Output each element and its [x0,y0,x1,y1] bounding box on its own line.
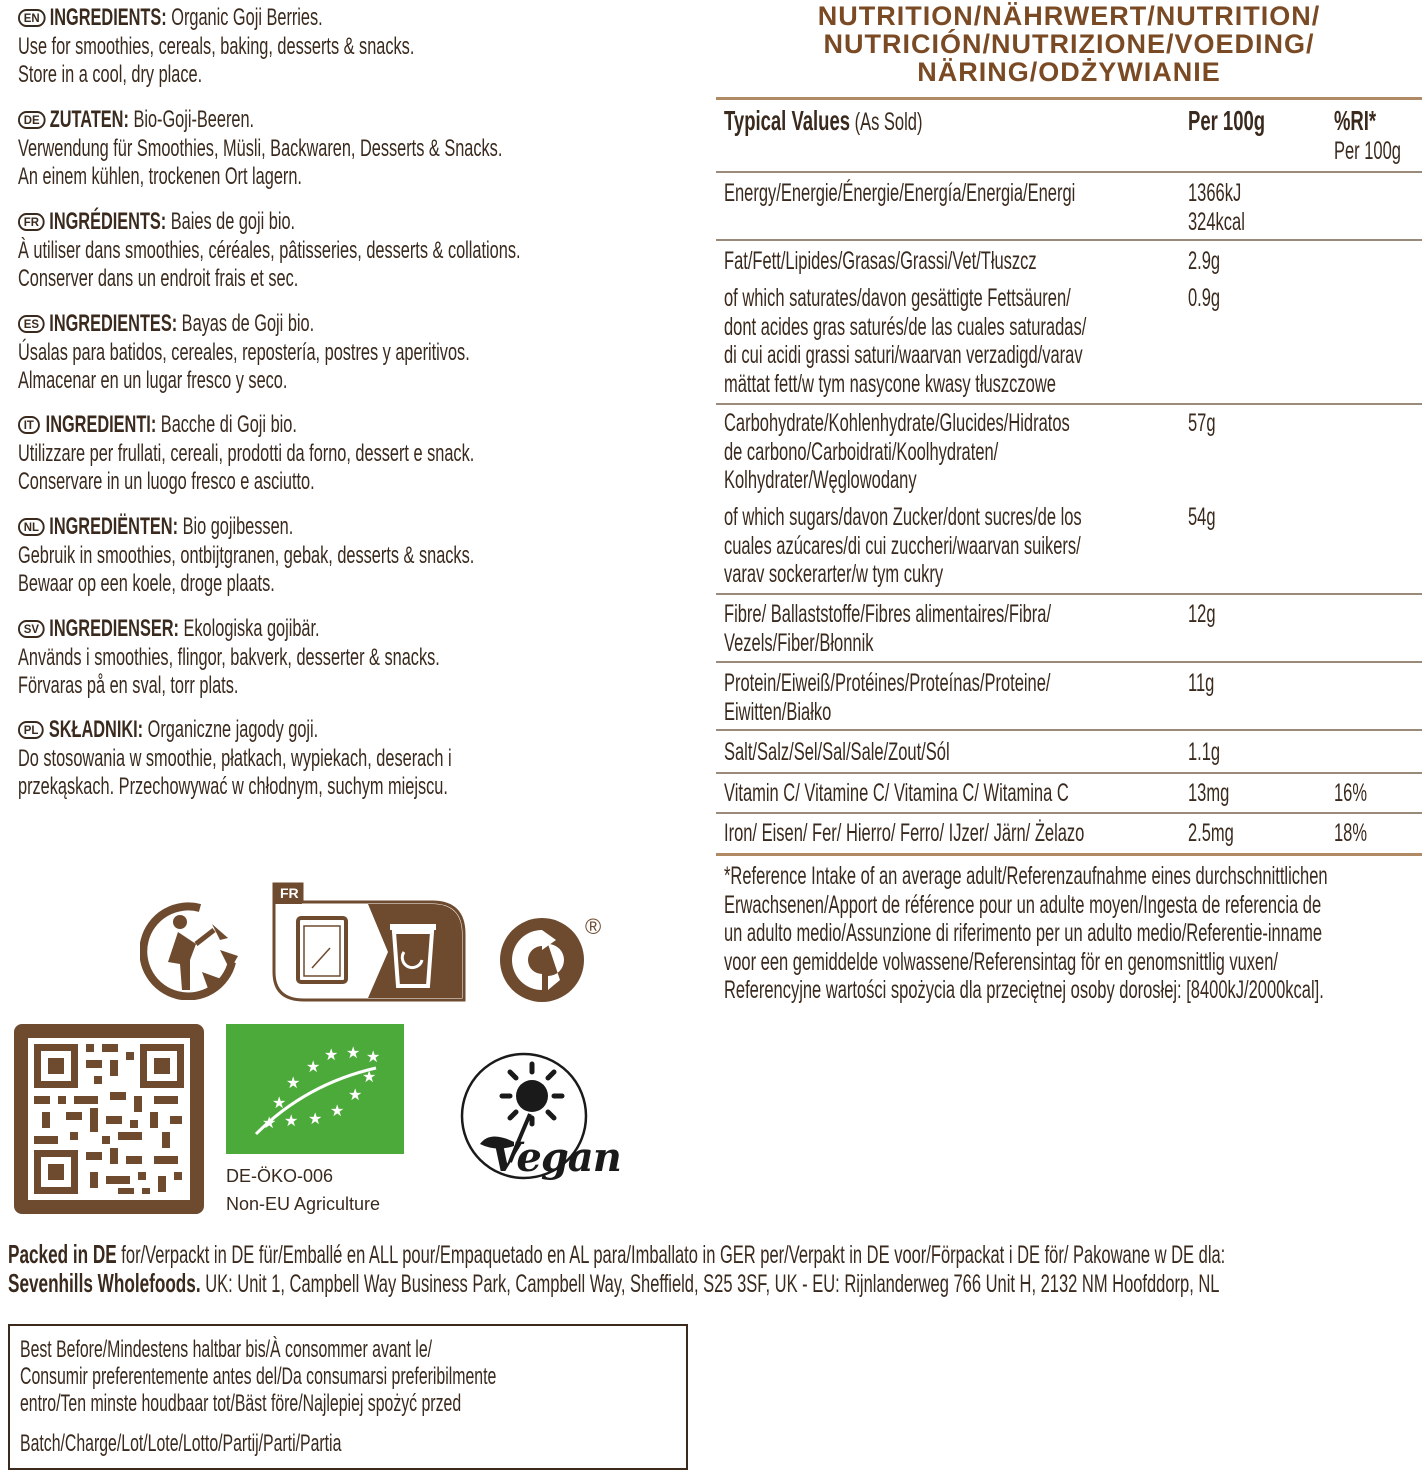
row-saturates-value: 0.9g [1188,284,1221,312]
row-energy-value: 1366kJ 324kcal [1188,179,1245,236]
info-tri-label: FR [280,885,299,901]
lang-badge-es: ES [18,315,45,333]
ingredients-en: EN INGREDIENTS: Organic Goji Berries. Use for smoothies, cereals, baking, desserts & snacks. Store in a cool, dry place. [18,4,415,88]
row-divider [716,812,1422,814]
vegan-sunflower-icon [450,1052,620,1202]
ingredients-nl: NL INGREDIËNTEN: Bio gojibessen. Gebruik in smoothies, ontbijtgranen, gebak, desserts & snacks. Bewaar op een koele, droge plaats. [18,513,475,597]
row-divider [716,661,1422,663]
row-carbohydrate-value: 57g [1188,409,1216,437]
table-top-rule [716,97,1422,100]
info-tri-sorting-icon [272,882,466,1002]
svg-text:★: ★ [330,1101,345,1120]
packed-line-1: Packed in DE for/Verpackt in DE für/Emballé en ALL pour/Empaquetado en AL para/Imballato in GER per/Verpakt in DE voor/Förpackat i DE för/ Pakowane w DE dla: [8,1239,1226,1269]
row-sugars-value: 54g [1188,503,1216,531]
lang-badge-sv: SV [18,620,45,638]
row-vitamin-c-label: Vitamin C/ Vitamine C/ Vitamina C/ Witamina C [724,779,1069,807]
row-salt-label: Salt/Salz/Sel/Sal/Sale/Zout/Sól [724,738,950,766]
vegan-label: Vegan [490,1134,621,1181]
svg-text:★: ★ [346,1043,361,1062]
row-sugars-label: of which sugars/davon Zucker/dont sucres/de los cuales azúcares/di cui zuccheri/waarvan suikers/ varav sockerarter/w tym cukry [724,503,1082,588]
qr-code-icon[interactable] [14,1024,204,1214]
ingredients-sv: SV INGREDIENSER: Ekologiska gojibär. Används i smoothies, flingor, bakverk, desserter & snacks. Förvaras på en sval, torr plats. [18,615,440,699]
eu-organic-origin: Non-EU Agriculture [226,1194,381,1214]
eu-organic-leaf-icon [226,1024,404,1154]
svg-text:★: ★ [366,1047,381,1066]
row-vitamin-c-ri: 16% [1334,779,1368,807]
svg-text:★: ★ [308,1109,323,1128]
row-carbohydrate-label: Carbohydrate/Kohlenhydrate/Glucides/Hidratos de carbono/Carboidrati/Koolhydraten/ Kolhydrater/Węglowodany [724,409,1070,494]
row-protein-value: 11g [1188,669,1215,697]
svg-text:★: ★ [286,1073,301,1092]
svg-text:★: ★ [348,1085,363,1104]
row-iron-value: 2.5mg [1188,819,1234,847]
row-divider [716,171,1422,173]
eu-organic-code: DE-ÖKO-006 [226,1166,334,1186]
ingredients-it: IT INGREDIENTI: Bacche di Goji bio. Utilizzare per frullati, cereali, prodotti da forno, dessert e snack. Conservare in un luogo fresco e asciutto. [18,411,475,495]
svg-text:★: ★ [262,1113,277,1132]
lang-badge-de: DE [18,111,45,129]
nutrition-title: NUTRITION/NÄHRWERT/NUTRITION/ NUTRICIÓN/NUTRIZIONE/VOEDING/ NÄRING/ODŻYWIANIE [817,1,1321,87]
row-fibre-label: Fibre/ Ballaststoffe/Fibres alimentaires/Fibra/ Vezels/Fiber/Błonnik [724,600,1052,657]
row-divider [716,593,1422,595]
row-saturates-label: of which saturates/davon gesättigte Fettsäuren/ dont acides gras saturés/de las cuales saturadas/ di cui acidi grassi saturi/waarvan verzadigd/varav mättat fett/w tym nasycone kwasy tłuszczowe [724,284,1087,398]
green-dot-icon [498,914,588,1004]
ingredients-es: ES INGREDIENTES: Bayas de Goji bio. Úsalas para batidos, cereales, repostería, postres y aperitivos. Almacenar en un lugar fresco y seco. [18,310,470,394]
svg-text:★: ★ [284,1111,299,1130]
lang-badge-nl: NL [18,518,45,536]
svg-text:★: ★ [272,1093,287,1112]
row-divider [716,403,1422,405]
row-protein-label: Protein/Eiweiß/Protéines/Proteínas/Proteine/ Eiwitten/Białko [724,669,1051,726]
row-fat-label: Fat/Fett/Lipides/Grasas/Grassi/Vet/Tłuszcz [724,247,1037,275]
row-iron-label: Iron/ Eisen/ Fer/ Hierro/ Ferro/ IJzer/ Järn/ Żelazo [724,819,1085,847]
row-fat-value: 2.9g [1188,247,1221,275]
row-iron-ri: 18% [1334,819,1368,847]
svg-text:★: ★ [362,1067,377,1086]
header-typical-values: Typical Values (As Sold) [724,105,923,136]
header-per-100g: Per 100g [1188,105,1266,136]
best-before-box [8,1324,688,1470]
packed-line-2: Sevenhills Wholefoods. UK: Unit 1, Campbell Way Business Park, Campbell Way, Sheffield, S25 3SF, UK - EU: Rijnlanderweg 766 Unit H, 2132 NM Hoofddorp, NL [8,1268,1220,1298]
batch-label: Batch/Charge/Lot/Lote/Lotto/Partij/Parti/Partia [20,1430,342,1457]
row-divider [716,772,1422,774]
best-before-label: Best Before/Mindestens haltbar bis/À consommer avant le/ Consumir preferentemente antes del/Da consumarsi preferibilmente entro/Ten minste houdbaar tot/Bäst före/Najlepiej spożyć przed [20,1336,497,1417]
ingredients-pl: PL SKŁADNIKI: Organiczne jagody goji. Do stosowania w smoothie, płatkach, wypiekach, deserach i przekąskach. Przechowywać w chłodnym, suchym miejscu. [18,716,452,800]
triman-recycling-icon [140,900,244,1000]
lang-badge-fr: FR [18,213,45,231]
row-vitamin-c-value: 13mg [1188,779,1230,807]
reference-intake-note: *Reference Intake of an average adult/Referenzaufnahme eines durchschnittlichen Erwachsenen/Apport de référence pour un adulte moyen/Ingesta de referencia de un adulto medio/Assunzione di riferimento per un adulto medio/Referentie-inname voor een gemiddelde volwassene/Referensintag för en genomsnittlig vuxen/ Referencyjne wartości spożycia dla przeciętnej osoby dorosłej: [8400kJ/2000kcal]. [724,862,1328,1004]
registered-mark: ® [585,914,602,939]
row-divider [716,729,1422,731]
svg-text:★: ★ [324,1045,339,1064]
ingredients-fr: FR INGRÉDIENTS: Baies de goji bio. À utiliser dans smoothies, céréales, pâtisseries, desserts & collations. Conserver dans un endroit frais et sec. [18,208,521,292]
lang-badge-pl: PL [18,721,44,739]
lang-badge-it: IT [18,416,40,434]
header-ri: %RI* [1334,105,1377,136]
lang-badge-en: EN [18,9,45,27]
row-fibre-value: 12g [1188,600,1216,628]
row-divider [716,239,1422,241]
row-salt-value: 1.1g [1188,738,1221,766]
table-bottom-rule [716,853,1422,856]
header-ri-sub: Per 100g [1334,137,1401,165]
row-energy-label: Energy/Energie/Énergie/Energía/Energia/Energi [724,179,1076,207]
svg-text:★: ★ [306,1057,321,1076]
ingredients-de: DE ZUTATEN: Bio-Goji-Beeren. Verwendung für Smoothies, Müsli, Backwaren, Desserts & Snacks. An einem kühlen, trockenen Ort lagern. [18,106,503,190]
